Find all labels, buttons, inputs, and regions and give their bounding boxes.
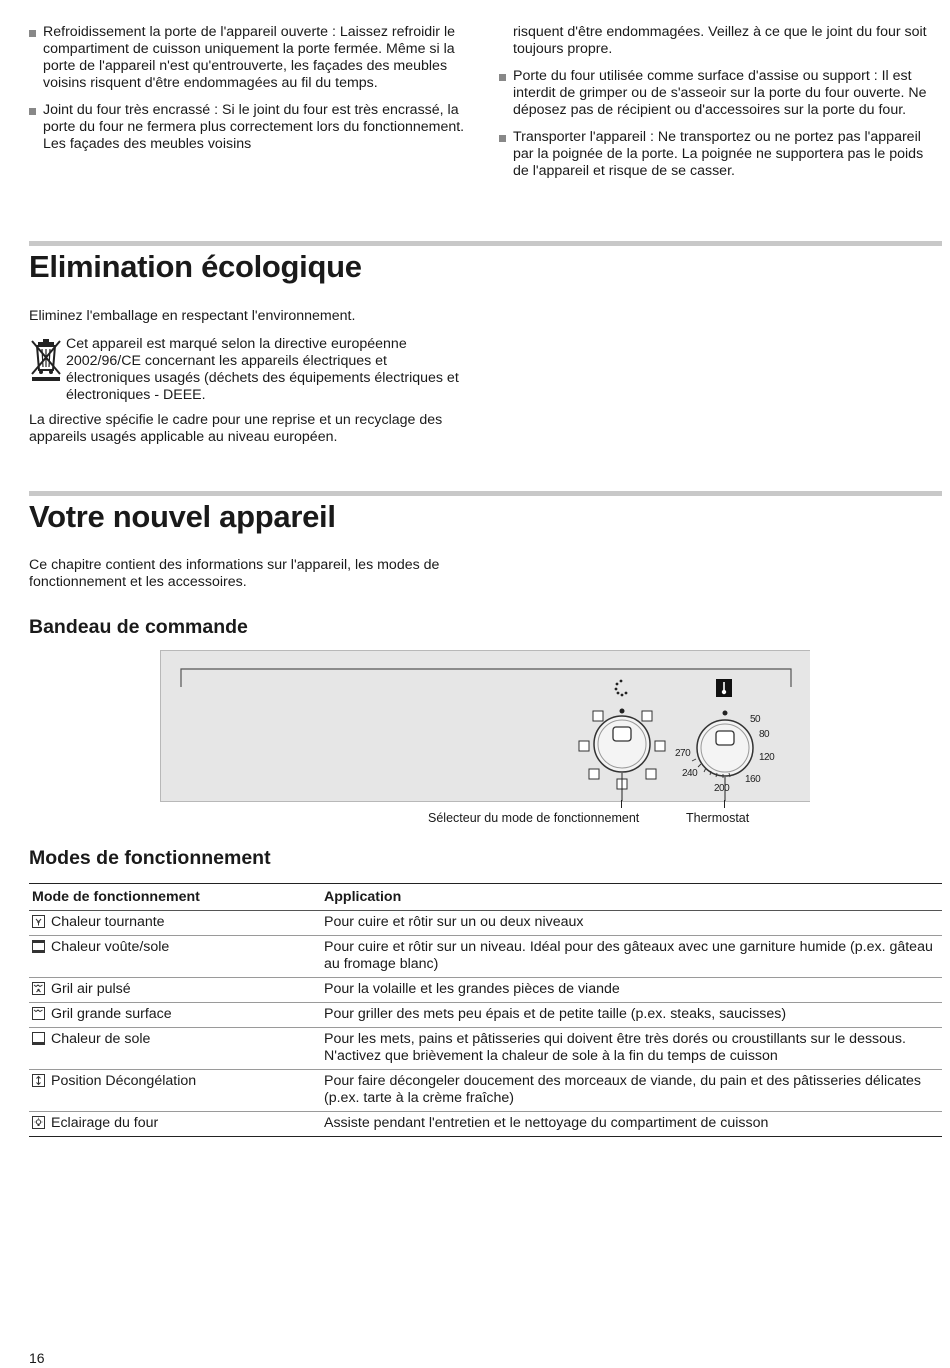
top-right-column [499, 24, 941, 190]
modes-table [29, 883, 942, 1137]
thermostat-knob[interactable] [697, 711, 753, 777]
application-cell: Pour griller des mets peu épais et de petite taille (p.ex. steaks, saucisses) [321, 1003, 942, 1028]
mode-cell: Gril grande surface [29, 1003, 321, 1028]
mode-cell: Position Décongélation [29, 1070, 321, 1112]
application-cell: Pour cuire et rôtir sur un ou deux niveaux [321, 911, 942, 936]
scale-label: 240 [682, 768, 698, 779]
application-cell: Pour cuire et rôtir sur un niveau. Idéal pour des gâteaux avec une garniture humide (p.ex. gâteau au fromage blanc) [321, 936, 942, 978]
leader-line [724, 800, 725, 808]
mode-cell: Gril air pulsé [29, 978, 321, 1003]
bullet-item: Porte du four utilisée comme surface d'assise ou support : Il est interdit de grimper ou de s'asseoir sur la porte du four ouverte. Ne déposez pas de récipient ou d'accessoires sur la porte du four. [499, 68, 941, 119]
mode-cell: Chaleur tournante [29, 911, 321, 936]
caption-selector: Sélecteur du mode de fonctionnement [428, 811, 640, 825]
subsection-title-modes: Modes de fonctionnement [29, 847, 271, 869]
control-panel-illustration [160, 650, 810, 802]
application-cell: Assiste pendant l'entretien et le nettoyage du compartiment de cuisson [321, 1112, 942, 1137]
page-number: 16 [29, 1350, 45, 1366]
table-row [29, 1070, 942, 1112]
selector-indicator-icon [615, 680, 628, 697]
bullet-item: Refroidissement la porte de l'appareil ouverte : Laissez refroidir le compartiment de cuisson uniquement la porte fermée. Même si la porte de l'appareil n'est qu'entrouverte, les façades des meubles voisins risquent d'être endommagées au fil du temps. [29, 24, 469, 92]
mode-cell: Chaleur voûte/sole [29, 936, 321, 978]
table-row [29, 936, 942, 978]
appareil-intro: Ce chapitre contient des informations sur l'appareil, les modes de fonctionnement et les accessoires. [29, 557, 440, 590]
application-cell: Pour la volaille et les grandes pièces de viande [321, 978, 942, 1003]
elimination-intro: Eliminez l'emballage en respectant l'environnement. [29, 308, 356, 324]
application-cell: Pour faire décongeler doucement des morceaux de viande, du pain et des pâtisseries délicates (p.ex. tarte à la crème fraîche) [321, 1070, 942, 1112]
weee-text: Cet appareil est marqué selon la directive européenne 2002/96/CE concernant les appareils électriques et électroniques usagés (déchets des équipements électriques et électroniques - DEEE. [66, 336, 459, 403]
fan-heat-icon [32, 915, 45, 928]
scale-label: 80 [759, 729, 770, 740]
section-rule [29, 491, 942, 496]
bullet-item: Joint du four très encrassé : Si le joint du four est très encrassé, la porte du four ne fermera plus correctement lors du fonctionnement. Les façades des meubles voisins [29, 102, 469, 153]
table-row [29, 1112, 942, 1137]
section-title-appareil: Votre nouvel appareil [29, 499, 336, 534]
table-header-row [29, 884, 942, 911]
table-row [29, 1003, 942, 1028]
scale-label: 160 [745, 774, 761, 785]
bullet-item: Transporter l'appareil : Ne transportez ou ne portez pas l'appareil par la poignée de la porte. La poignée ne supportera pas le poids de l'appareil et risque de se casser. [499, 129, 941, 180]
table-row [29, 911, 942, 936]
fan-grill-icon [32, 982, 45, 995]
section-rule [29, 241, 942, 246]
leader-line [621, 800, 622, 808]
bottom-heat-icon [32, 1032, 45, 1045]
directive-text: La directive spécifie le cadre pour une reprise et un recyclage des appareils usagés applicable au niveau européen. [29, 412, 443, 445]
scale-label: 200 [714, 783, 730, 794]
column-header: Application [321, 884, 942, 911]
caption-thermostat: Thermostat [686, 811, 750, 825]
column-header: Mode de fonctionnement [29, 884, 321, 911]
full-grill-icon [32, 1007, 45, 1020]
table-row [29, 1028, 942, 1070]
table-row [29, 978, 942, 1003]
mode-cell: Chaleur de sole [29, 1028, 321, 1070]
subsection-title-bandeau: Bandeau de commande [29, 616, 248, 638]
oven-light-icon [32, 1116, 45, 1129]
scale-label: 270 [675, 748, 691, 759]
scale-label: 50 [750, 714, 761, 725]
top-left-column [29, 24, 469, 163]
weee-bin-icon [29, 338, 63, 382]
top-bottom-heat-icon [32, 940, 45, 953]
application-cell: Pour les mets, pains et pâtisseries qui doivent être très dorés ou croustillants sur le dessous. N'activez que brièvement la chaleur de sole à la fin du temps de cuisson [321, 1028, 942, 1070]
defrost-icon [32, 1074, 45, 1087]
section-title-elimination: Elimination écologique [29, 249, 362, 284]
continued-text: risquent d'être endommagées. Veillez à ce que le joint du four soit toujours propre. [513, 24, 927, 57]
scale-label: 120 [759, 752, 775, 763]
mode-cell: Eclairage du four [29, 1112, 321, 1137]
thermometer-icon [716, 679, 732, 697]
